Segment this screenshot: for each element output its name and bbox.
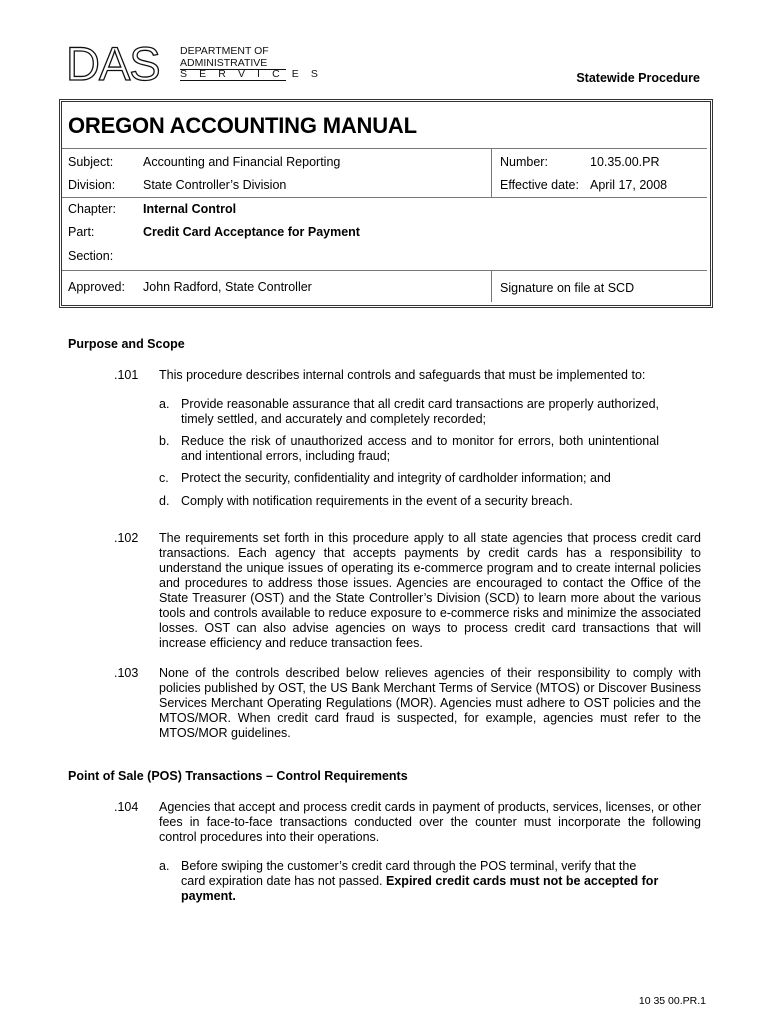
number-label: Number: (500, 155, 548, 169)
paragraph-number: .103 (114, 666, 139, 680)
effective-date-value: April 17, 2008 (590, 178, 668, 192)
logo-divider (180, 80, 286, 81)
divider (62, 148, 707, 149)
divider (62, 270, 707, 271)
das-logo-text (180, 46, 323, 81)
page-footer: 10 35 00.PR.1 (638, 995, 706, 1007)
paragraph-number: .101 (114, 368, 139, 382)
part-value: Credit Card Acceptance for Payment (143, 225, 360, 239)
subject-value: Accounting and Financial Reporting (143, 155, 341, 169)
chapter-label: Chapter: (68, 202, 116, 216)
list-letter: a. (159, 397, 170, 411)
divider (491, 270, 492, 302)
logo-line-2: ADMINISTRATIVE (180, 56, 268, 69)
paragraph-number: .104 (114, 800, 139, 814)
logo-divider (180, 69, 286, 70)
list-letter: d. (159, 494, 170, 508)
number-value: 10.35.00.PR (590, 155, 660, 169)
list-text (181, 859, 659, 904)
division-label: Division: (68, 178, 116, 192)
paragraph-102: The requirements set forth in this procedure apply to all state agencies that process credit card transactions. Each agency that accepts payments by credit cards has a responsibility to understand the unique issues of operating its e-commerce program and to create internal policies and procedures to address those issues. Agencies are encouraged to contact the Office of the State Treasurer (OST) and the State Controller’s Division (SCD) to learn more about the various tools and controls available to reduce exposure to e-commerce risks and minimize the associated losses. OST can also advise agencies on ways to process credit card transactions that will increase efficiency and reduce transaction fees. (159, 531, 701, 650)
logo-line-3: S E R V I C E S (180, 68, 323, 80)
pos-heading: Point of Sale (POS) Transactions – Control Requirements (68, 769, 408, 783)
part-label: Part: (68, 225, 95, 239)
list-letter: c. (159, 471, 169, 485)
list-text: Provide reasonable assurance that all credit card transactions are properly authorized, timely settled, and accurately and completely recorded; (181, 397, 659, 426)
list-letter: b. (159, 434, 170, 448)
list-text-bold: Expired credit cards must not be accepted for payment. (181, 874, 659, 903)
paragraph-number: .102 (114, 531, 139, 545)
procedure-type: Statewide Procedure (576, 71, 700, 85)
list-item (159, 434, 659, 464)
paragraph-104: Agencies that accept and process credit cards in payment of products, services, licenses, or other fees in face-to-face transactions conducted over the counter must incorporate the following control procedures into their operations. (159, 800, 701, 844)
list-letter: a. (159, 859, 170, 873)
list-item (159, 397, 659, 427)
list-text: Protect the security, confidentiality and integrity of cardholder information; and (181, 471, 611, 485)
list-text: Comply with notification requirements in the event of a security breach. (181, 494, 573, 508)
divider (491, 148, 492, 197)
approved-label: Approved: (68, 280, 125, 294)
list-item (159, 494, 699, 509)
purpose-heading: Purpose and Scope (68, 337, 185, 351)
approved-value: John Radford, State Controller (143, 280, 312, 294)
list-text: Reduce the risk of unauthorized access and to monitor for errors, both unintentional and intentional errors, including fraud; (181, 434, 659, 463)
section-label: Section: (68, 249, 114, 263)
paragraph-101: This procedure describes internal controls and safeguards that must be implemented to: (159, 368, 646, 382)
divider (62, 197, 707, 198)
list-item (159, 859, 659, 904)
list-item (159, 471, 699, 486)
subject-label: Subject: (68, 155, 114, 169)
manual-title: OREGON ACCOUNTING MANUAL (68, 113, 417, 138)
paragraph-103: None of the controls described below relieves agencies of their responsibility to comply with policies published by OST, the US Bank Merchant Terms of Service (MTOS) or Discover Business Services Merchant Operating Regulations (MOR). Agencies must adhere to OST policies and the MTOS/MOR. When credit card fraud is suspected, for example, agencies must refer to the MTOS/MOR guidelines. (159, 666, 701, 740)
das-logo: DAS (66, 37, 160, 90)
division-value: State Controller’s Division (143, 178, 287, 192)
logo-line-1: DEPARTMENT OF (180, 45, 269, 57)
list-text-plain: Before swiping the customer’s credit card through the POS terminal, verify that the card expiration date has not passed. (181, 859, 637, 888)
signature-note: Signature on file at SCD (500, 281, 635, 295)
chapter-value: Internal Control (143, 202, 237, 216)
effective-date-label: Effective date: (500, 178, 579, 192)
